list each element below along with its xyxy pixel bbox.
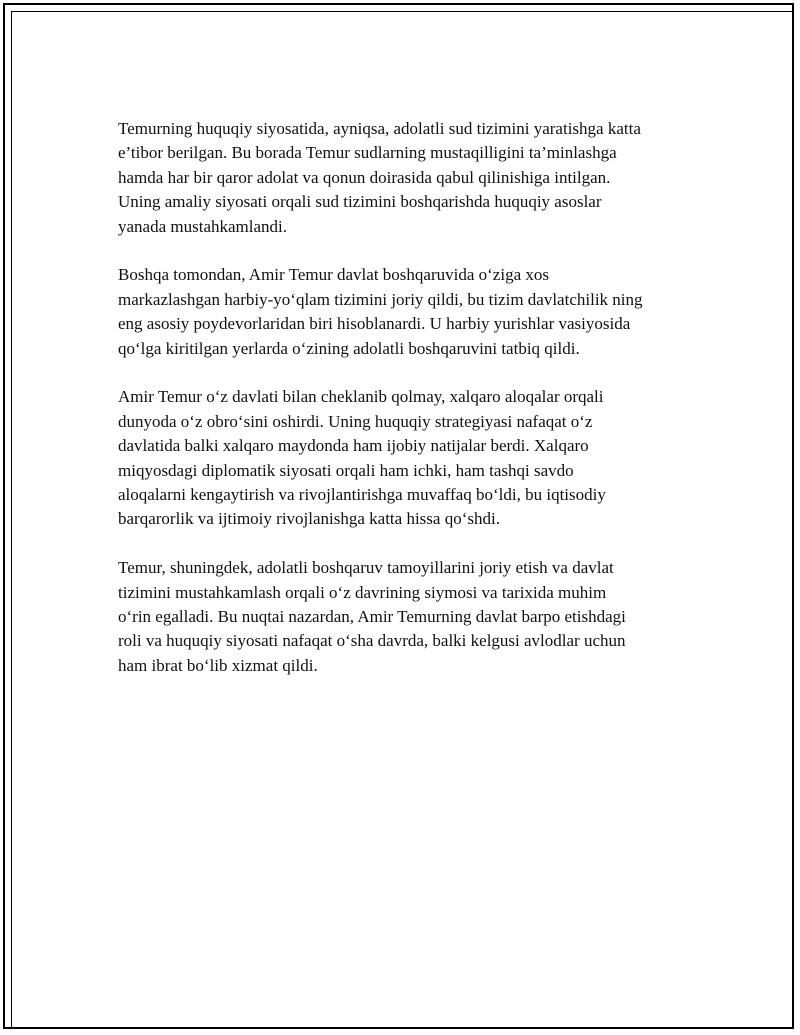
- document-body: [118, 117, 698, 703]
- paragraph-3: Amir Temur o‘z davlati bilan cheklanib qolmay, xalqaro aloqalar orqali dunyoda o‘z obro‘sini oshirdi. Uning huquqiy strategiyasi nafaqat o‘z davlatida balki xalqaro maydonda ham ijobiy natijalar berdi. Xalqaro miqyosdagi diplomatik siyosati orqali ham ichki, ham tashqi savdo aloqalarni kengaytirish va rivojlantirishga muvaffaq bo‘ldi, bu iqtisodiy barqarorlik va ijtimoiy rivojlanishga katta hissa qo‘shdi.: [118, 387, 606, 529]
- paragraph-1: Temurning huquqiy siyosatida, ayniqsa, adolatli sud tizimini yaratishga katta e’tibor berilgan. Bu borada Temur sudlarning mustaqilligini ta’minlashga hamda har bir qaror adolat va qonun doirasida qabul qilinishiga intilgan. Uning amaliy siyosati orqali sud tizimini boshqarishda huquqiy asoslar yanada mustahkamlandi.: [118, 119, 641, 236]
- paragraph-2: Boshqa tomondan, Amir Temur davlat boshqaruvida o‘ziga xos markazlashgan harbiy-yo‘qlam tizimini joriy qildi, bu tizim davlatchilik ning eng asosiy poydevorlaridan biri hisoblanardi. U harbiy yurishlar vasiyosida qo‘lga kiritilgan yerlarda o‘zining adolatli boshqaruvini tatbiq qildi.: [118, 265, 643, 358]
- paragraph-4: Temur, shuningdek, adolatli boshqaruv tamoyillarini joriy etish va davlat tizimini mustahkamlash orqali o‘z davrining siymosi va tarixida muhim o‘rin egalladi. Bu nuqtai nazardan, Amir Temurning davlat barpo etishdagi roli va huquqiy siyosati nafaqat o‘sha davrda, balki kelgusi avlodlar uchun ham ibrat bo‘lib xizmat qildi.: [118, 558, 626, 675]
